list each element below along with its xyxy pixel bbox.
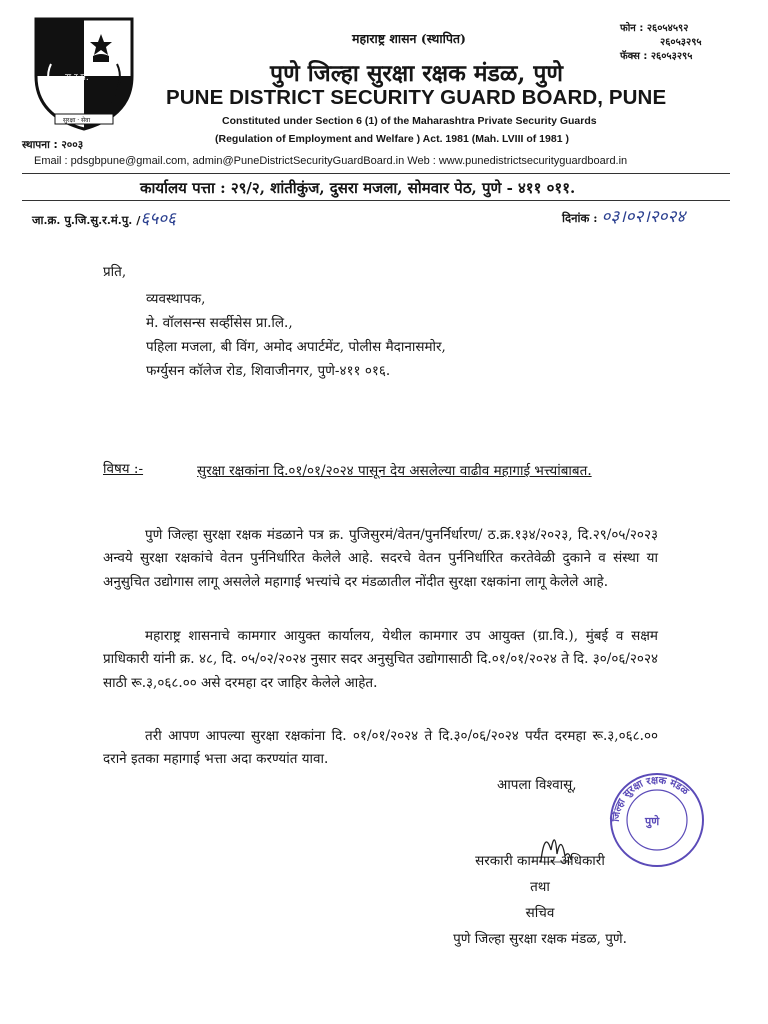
stamp-ring-text: जिल्हा सुरक्षा रक्षक मंडळ [610, 775, 691, 823]
phone-number-1: २६०५४५९२ [646, 23, 689, 34]
fax-label: फॅक्स : [620, 51, 648, 62]
date-label: दिनांक : [562, 211, 598, 225]
govt-established-line: महाराष्ट्र शासन (स्थापित) [352, 31, 466, 46]
recipient-line-2: मे. वॉलसन्स सर्व्हीसेस प्रा.लि., [146, 315, 293, 331]
board-logo-emblem [33, 16, 135, 132]
salutation-prati: प्रति, [103, 264, 127, 280]
contact-numbers [620, 22, 702, 64]
org-name-marathi: पुणे जिल्हा सुरक्षा रक्षक मंडळ, पुणे [270, 60, 564, 87]
recipient-line-3: पहिला मजला, बी विंग, अमोद अपार्टमेंट, पोलीस मैदानासमोर, [146, 339, 446, 355]
body-paragraph-2: महाराष्ट्र शासनाचे कामगार आयुक्त कार्यालय, येथील कामगार उप आयुक्त (ग्रा.वि.), मुंबई व सक्षम प्राधिकारी यांनी क्र. ४८, दि. ०५/०२/२०२४ नुसार सदर अनुसुचित उद्योगासाठी दि.०१/०१/२०२४ ते दि. ३०/०६/२०२४ साठी रू.३,०६८.०० असे दरमहा दर जाहिर केलेले आहेत. [103, 628, 658, 691]
org-name-english: PUNE DISTRICT SECURITY GUARD BOARD, PUNE [166, 86, 667, 109]
body-paragraph-1: पुणे जिल्हा सुरक्षा रक्षक मंडळाने पत्र क्र. पुजिसुरमं/वेतन/पुनर्निर्धारण/ ठ.क्र.१३४/२०२३, दि.२९/०५/२०२३ अन्वये सुरक्षा रक्षकांचे वेतन पुर्ननिर्धारित केलेले आहे. सदरचे वेतन पुर्ननिर्धारित करतेवेळी दुकाने व संस्था या अनुसुचित उद्योगास लागू असलेले महागाई भत्त्यांचे दर मंडळातील नोंदीत सुरक्षा रक्षकांना लागू केलेले आहे. [103, 527, 658, 590]
subject-label: विषय :- [103, 461, 144, 477]
subject-text: सुरक्षा रक्षकांना दि.०१/०१/२०२४ पासून देय असलेल्या वाढीव महागाई भत्त्यांबाबत. [197, 463, 592, 479]
fax-number: २६०५३२९५ [650, 51, 693, 62]
designation-officer: सरकारी कामगार अधिकारी [475, 853, 605, 869]
email-web-line: Email : pdsgbpune@gmail.com, admin@PuneDistrictSecurityGuardBoard.in Web : www.punedistrictsecurityguardboard.in [34, 155, 628, 167]
header-divider-top [22, 173, 730, 174]
stamp-center-text: पुणे [645, 815, 660, 828]
reference-prefix: जा.क्र. पु.जि.सु.र.मं.पु. / [32, 213, 141, 227]
designation-and: तथा [530, 879, 550, 895]
recipient-address [146, 287, 446, 383]
designation-secretary: सचिव [525, 905, 555, 921]
official-stamp [605, 770, 710, 870]
logo-initials: सु.र.मं. [65, 73, 89, 83]
recipient-line-4: फर्ग्युसन कॉलेज रोड, शिवाजीनगर, पुणे-४११ ०१६. [146, 363, 391, 379]
phone-label: फोन : [620, 23, 644, 34]
designation-board: पुणे जिल्हा सुरक्षा रक्षक मंडळ, पुणे. [453, 931, 627, 947]
body-paragraph-3: तरी आपण आपल्या सुरक्षा रक्षकांना दि. ०१/०१/२०२४ ते दि.३०/०६/२०२४ पर्यंत दरमहा रू.३,०६८.०० दराने इतका महागाई भत्ता अदा करण्यांत यावा. [103, 728, 658, 768]
logo-motto: सुरक्षा · सेवा [63, 117, 91, 124]
closing-regards: आपला विश्वासू, [497, 777, 577, 793]
header-divider-bottom [22, 200, 730, 201]
reference-number [32, 206, 176, 229]
phone-number-2: २६०५३२९५ [660, 37, 702, 48]
act-line: (Regulation of Employment and Welfare ) Act. 1981 (Mah. LVIII of 1981 ) [215, 133, 569, 145]
recipient-line-1: व्यवस्थापक, [146, 291, 206, 307]
reference-number-handwritten: ६५०६ [140, 209, 176, 229]
established-year: स्थापना : २००३ [22, 139, 84, 151]
letter-date [562, 204, 685, 227]
date-value-handwritten: ०३।०२।२०२४ [601, 207, 686, 227]
office-address: कार्यालय पत्ता : २९/२, शांतीकुंज, दुसरा मजला, सोमवार पेठ, पुणे - ४११ ०११. [140, 179, 576, 197]
constituted-line: Constituted under Section 6 (1) of the Maharashtra Private Security Guards [222, 115, 597, 127]
